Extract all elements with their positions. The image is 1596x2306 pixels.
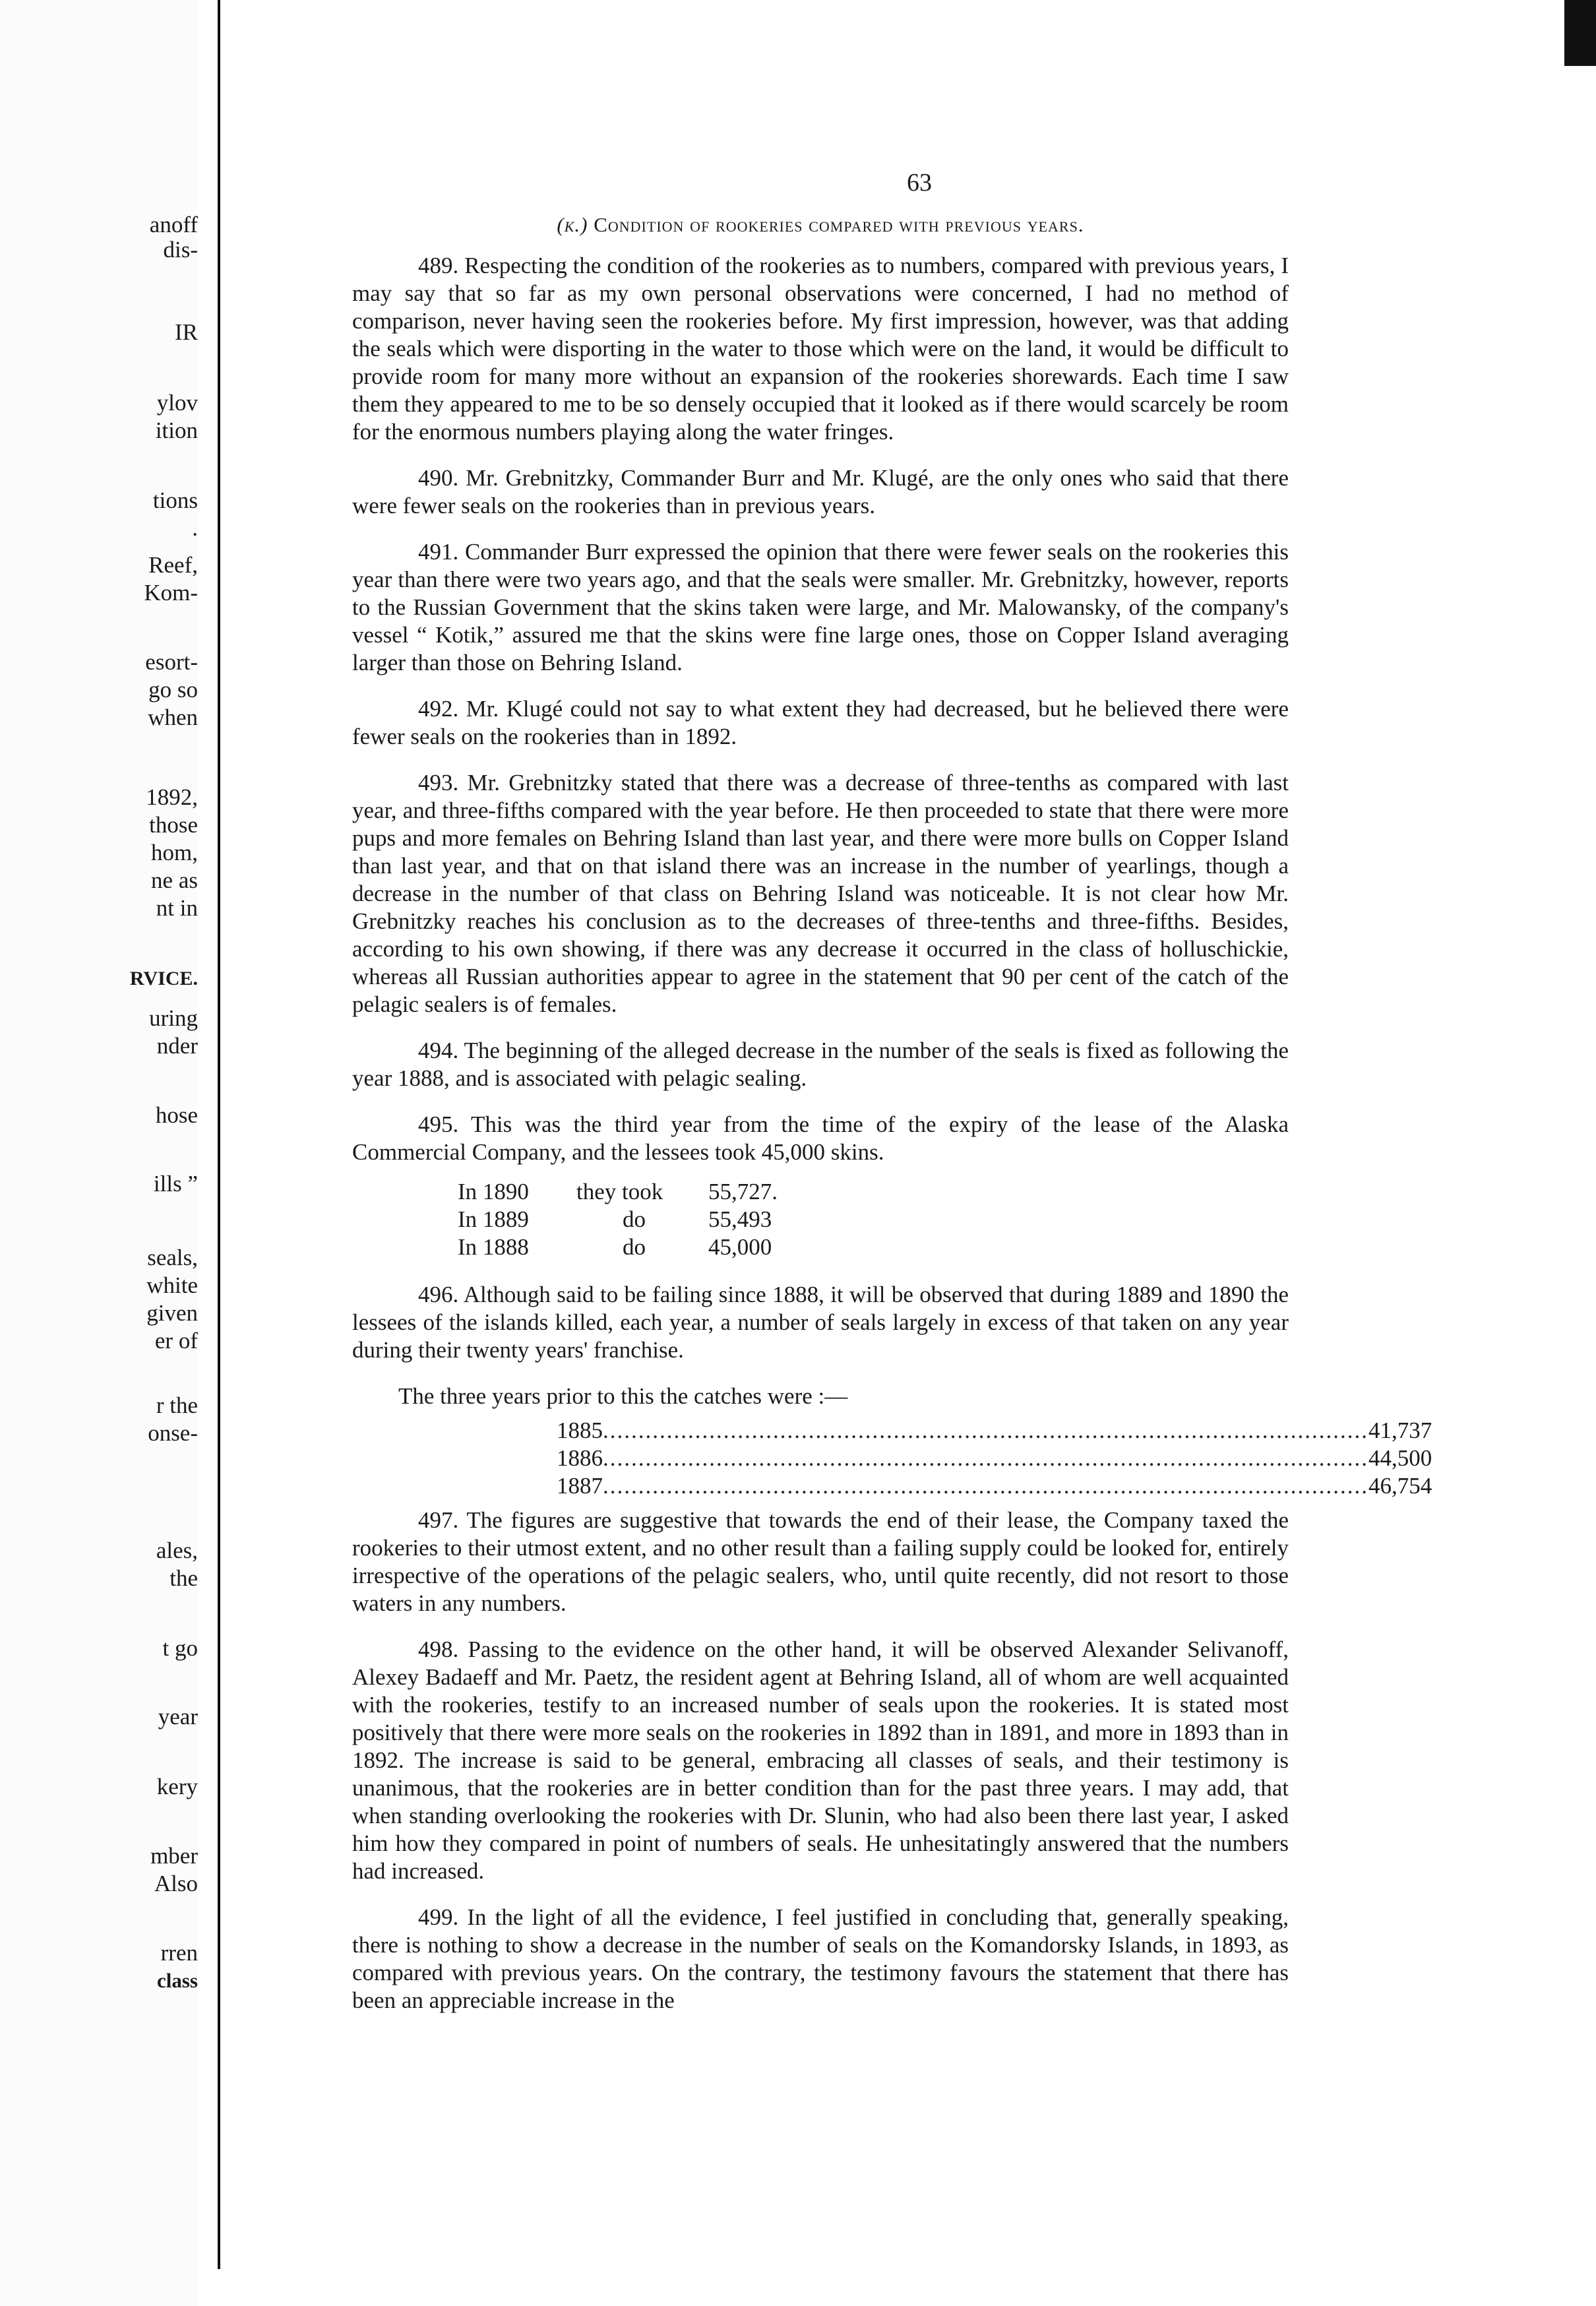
paragraph-493: 493. Mr. Grebnitzky stated that there was a decrease of three-tenths as compared with last year, and three-fifths compared with the year before. He then proceeded to state that there were more pups and more females on Behring Island than last year, and there were more bulls on Copper Island than last year, and that on that island there was an increase in the number of yearlings, though a decrease in the number of that class on Behring Island was noticeable. It is not clear how Mr. Grebnitzky reaches his conclusion as to the decreases of three-tenths and three-fifths. Besides, according to his own showing, if there was any decrease it occurred in the class of holluschickie, whereas all Russian authorities appear to agree in the statement that 90 per cent of the catch of the pelagic sealers is of females. — [352, 770, 1289, 1017]
prior-row — [557, 1472, 1432, 1500]
fragment-line: dis- — [163, 237, 198, 263]
fragment-line: tions — [152, 487, 198, 513]
catch-value: 55,727. — [708, 1179, 778, 1204]
fragment-line: given — [146, 1300, 198, 1326]
paragraph-494: 494. The beginning of the alleged decrease in the number of the seals is fixed as following the year 1888, and is associated with pelagic sealing. — [352, 1038, 1289, 1091]
fragment-line: hose — [155, 1102, 198, 1128]
catch-verb: do — [623, 1206, 646, 1232]
fragment-line: hom, — [151, 840, 198, 865]
fragment-line: nt in — [156, 895, 198, 921]
fragment-line: ills ” — [153, 1171, 198, 1197]
fragment-line: . — [192, 515, 198, 541]
fragment-line: er of — [154, 1328, 198, 1354]
fragment-line: Reef, — [148, 552, 198, 578]
paragraph-498: 498. Passing to the evidence on the other hand, it will be observed Alexander Selivanoff, Alexey Badaeff and Mr. Paetz, the resident agent at Behring Island, all of whom are well acquainted with the rookeries, testify to an increased number of seals upon the rookeries. It is stated most positively that there were more seals on the rookeries in 1892 than in 1891, and more in 1893 than in 1892. The increase is said to be general, embracing all classes of seals, and their testimony is unanimous, that the rookeries are in better condition than for the past three years. I may add, that when standing overlooking the rookeries with Dr. Slunin, who had also been there last year, I asked him how they compared in point of numbers of seals. He unhesitatingly answered that the numbers had increased. — [352, 1636, 1289, 1884]
scan-edge-mark — [1564, 0, 1596, 66]
page-bottom-edge — [218, 2269, 1596, 2306]
catch-verb: they took — [576, 1179, 663, 1204]
catches-table — [458, 1178, 1289, 1261]
paragraph-492: 492. Mr. Klugé could not say to what extent they had decreased, but he believed there were fewer seals on the rookeries than in 1892. — [352, 696, 1289, 749]
fragment-line: onse- — [148, 1420, 198, 1446]
fragment-line: those — [149, 812, 198, 838]
page-number: 63 — [907, 169, 932, 197]
leader-dots: ............................................................................................................ — [603, 1418, 1368, 1443]
fragment-line: t go — [162, 1635, 198, 1661]
prior-row — [557, 1417, 1432, 1445]
fragment-line: ition — [155, 418, 198, 443]
catch-verb: do — [623, 1234, 646, 1260]
fragment-line: rren — [160, 1940, 198, 1966]
paragraph-499: 499. In the light of all the evidence, I feel justified in concluding that, generally speaking, there is nothing to show a decrease in the number of seals on the Komandorsky Islands, in 1893, as compared with previous years. On the contrary, the testimony favours the statement that there has been an appreciable increase in the — [352, 1904, 1289, 2013]
text-column — [352, 165, 1432, 2014]
fragment-line: the — [169, 1565, 198, 1591]
fragment-line: ne as — [151, 867, 198, 893]
fragment-line: r the — [156, 1392, 198, 1418]
fragment-line: Kom- — [144, 580, 198, 606]
paragraph-491: 491. Commander Burr expressed the opinion that there were fewer seals on the rookeries this year than there were two years ago, and that the seals were smaller. Mr. Grebnitzky, however, reports to the Russian Government that the skins taken were large, and Mr. Malowansky, of the company's vessel “ Kotik,” assured me that the skins were fine large ones, those on Copper Island averaging larger than those on Behring Island. — [352, 539, 1289, 675]
fragment-line: seals, — [147, 1245, 198, 1270]
fragment-line: IR — [175, 319, 198, 345]
fragment-line: mber — [150, 1843, 198, 1869]
section-label: (k.) — [557, 213, 588, 236]
fragment-line: when — [148, 704, 198, 730]
paragraph-496: 496. Although said to be failing since 1888, it will be observed that during 1889 and 1890 the lessees of the islands killed, each year, a number of seals largely in excess of that taken on any year during their twenty years' franchise. — [352, 1282, 1289, 1363]
catch-row — [458, 1233, 1289, 1261]
fragment-line: class — [157, 1969, 198, 1992]
fragment-line: ales, — [156, 1538, 198, 1563]
fragment-line: Also — [154, 1871, 198, 1896]
prior-catches-table — [557, 1417, 1432, 1500]
document-page — [218, 0, 1434, 2269]
fragment-line: kery — [156, 1774, 198, 1799]
fragment-line: year — [158, 1704, 198, 1730]
paragraph-490: 490. Mr. Grebnitzky, Commander Burr and Mr. Klugé, are the only ones who said that there were fewer seals on the rookeries than in previous years. — [352, 465, 1289, 518]
prior-value: 41,737 — [1368, 1418, 1432, 1443]
paragraph-495: 495. This was the third year from the time of the expiry of the lease of the Alaska Commercial Company, and the lessees took 45,000 skins. — [352, 1111, 1289, 1165]
prior-value: 44,500 — [1368, 1445, 1432, 1471]
prior-year: 1886 — [557, 1445, 603, 1471]
fragment-line: ylov — [156, 390, 198, 416]
prior-value: 46,754 — [1368, 1473, 1432, 1499]
paragraph-497: 497. The figures are suggestive that towards the end of their lease, the Company taxed the rookeries to their utmost extent, and no other result than a failing supply could be looked for, entirely irrespective of the operations of the pelagic sealers, who, until quite recently, did not resort to those waters in any numbers. — [352, 1507, 1289, 1616]
leader-dots: ............................................................................................................ — [603, 1473, 1368, 1499]
catch-row — [458, 1178, 1289, 1206]
catch-year: In 1890 — [458, 1179, 529, 1204]
fragment-line: 1892, — [146, 784, 198, 810]
fragment-line: esort- — [145, 649, 198, 675]
section-heading — [352, 211, 1289, 239]
prior-row — [557, 1445, 1432, 1472]
catch-year: In 1888 — [458, 1234, 529, 1260]
prior-year: 1885 — [557, 1418, 603, 1443]
section-title: Condition of rookeries compared with previous years. — [594, 213, 1084, 236]
fragment-line: RVICE. — [129, 968, 198, 989]
fragment-line: white — [146, 1272, 198, 1298]
fragment-line: nder — [156, 1033, 198, 1059]
prior-catches-intro: The three years prior to this the catches were :— — [398, 1383, 848, 1409]
catch-value: 45,000 — [708, 1234, 772, 1260]
previous-page-fragment — [0, 0, 198, 2306]
paragraph-489: 489. Respecting the condition of the rookeries as to numbers, compared with previous years, I may say that so far as my own personal observations were concerned, I had no method of comparison, never having seen the rookeries before. My first impression, however, was that adding the seals which were disporting in the water to those which were on the land, it would be difficult to provide room for many more without an expansion of the rookeries shorewards. Each time I saw them they appeared to me to be so densely occupied that it looked as if there would scarcely be room for the enormous numbers playing along the water fringes. — [352, 253, 1289, 445]
catch-value: 55,493 — [708, 1206, 772, 1232]
catch-row — [458, 1206, 1289, 1233]
fragment-line: uring — [149, 1005, 198, 1031]
fragment-line: go so — [148, 677, 198, 702]
prior-year: 1887 — [557, 1473, 603, 1499]
fragment-line: anoff — [149, 212, 198, 237]
leader-dots: ............................................................................................................ — [603, 1445, 1368, 1471]
catch-year: In 1889 — [458, 1206, 529, 1232]
